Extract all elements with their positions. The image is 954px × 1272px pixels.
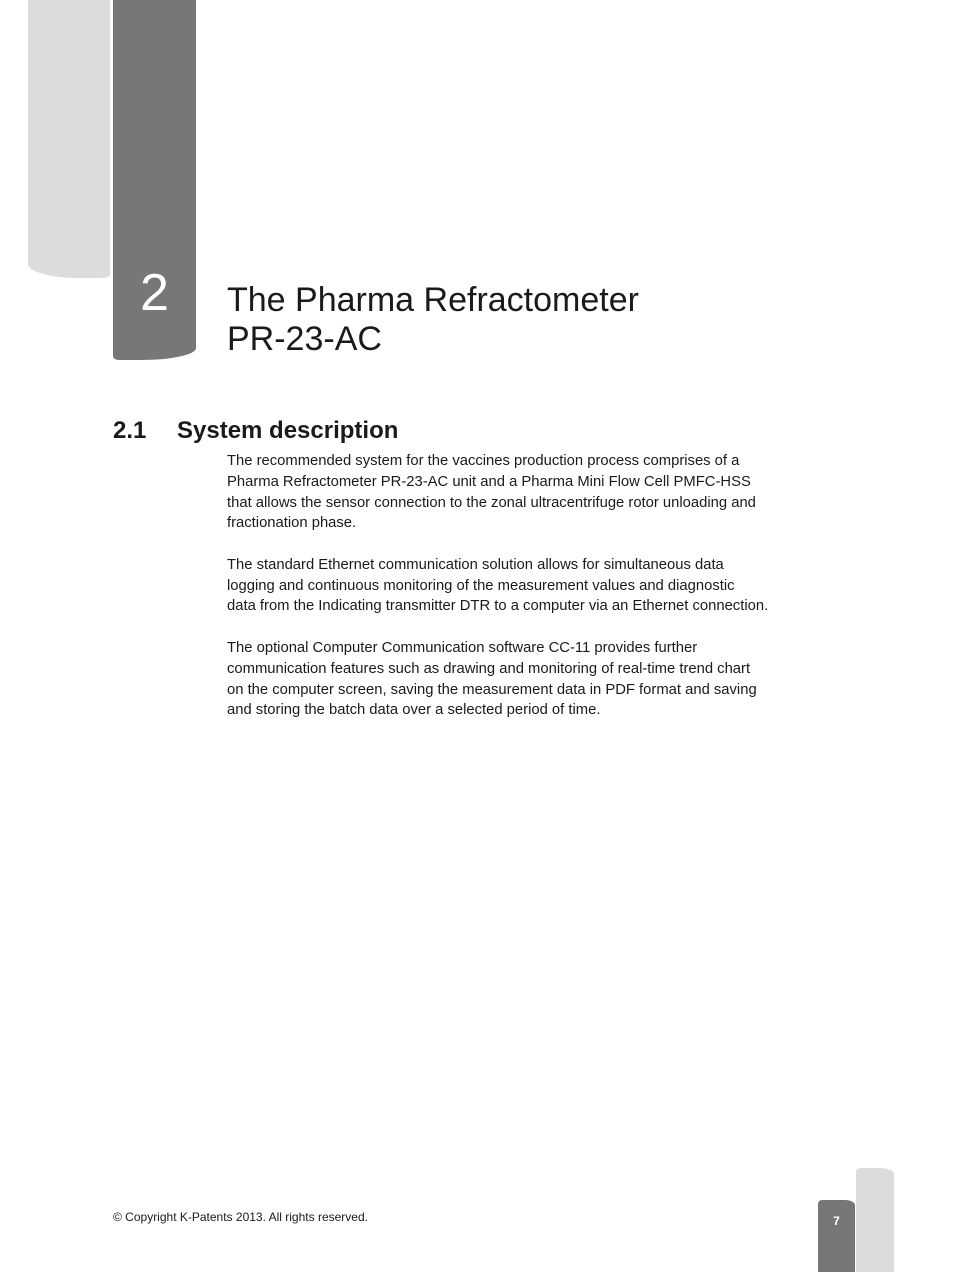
chapter-title-line-1: The Pharma Refractometer [227, 281, 639, 319]
section-body [227, 451, 827, 742]
paragraph-software [227, 638, 827, 721]
paragraph-line: The optional Computer Communication software CC-11 provides further [227, 639, 698, 656]
paragraph-line: and storing the batch data over a selected period of time. [227, 702, 601, 719]
section-heading [113, 415, 398, 447]
paragraph-line: that allows the sensor connection to the zonal ultracentrifuge rotor unloading and [227, 494, 756, 511]
section-title: System description [177, 417, 399, 444]
page-number: 7 [833, 1214, 840, 1228]
paragraph-system-overview [227, 451, 827, 534]
paragraph-line: on the computer screen, saving the measurement data in PDF format and saving [227, 681, 757, 698]
paragraph-line: fractionation phase. [227, 515, 357, 532]
paragraph-line: communication features such as drawing and monitoring of real-time trend chart [227, 660, 751, 677]
paragraph-line: data from the Indicating transmitter DTR to a computer via an Ethernet connection. [227, 598, 769, 615]
footer-tab-light [856, 1168, 894, 1272]
section-number: 2.1 [113, 417, 147, 444]
copyright-notice: © Copyright K-Patents 2013. All rights reserved. [113, 1210, 368, 1224]
chapter-tab-light [28, 0, 110, 278]
chapter-title-line-2: PR-23-AC [227, 320, 382, 358]
chapter-number: 2 [140, 264, 169, 322]
chapter-title [227, 281, 639, 359]
paragraph-ethernet [227, 555, 827, 617]
paragraph-line: The standard Ethernet communication solution allows for simultaneous data [227, 556, 724, 573]
paragraph-line: logging and continuous monitoring of the measurement values and diagnostic [227, 577, 735, 594]
paragraph-line: Pharma Refractometer PR-23-AC unit and a Pharma Mini Flow Cell PMFC-HSS [227, 473, 751, 490]
paragraph-line: The recommended system for the vaccines production process comprises of a [227, 453, 740, 469]
footer-tab-dark [818, 1200, 855, 1272]
